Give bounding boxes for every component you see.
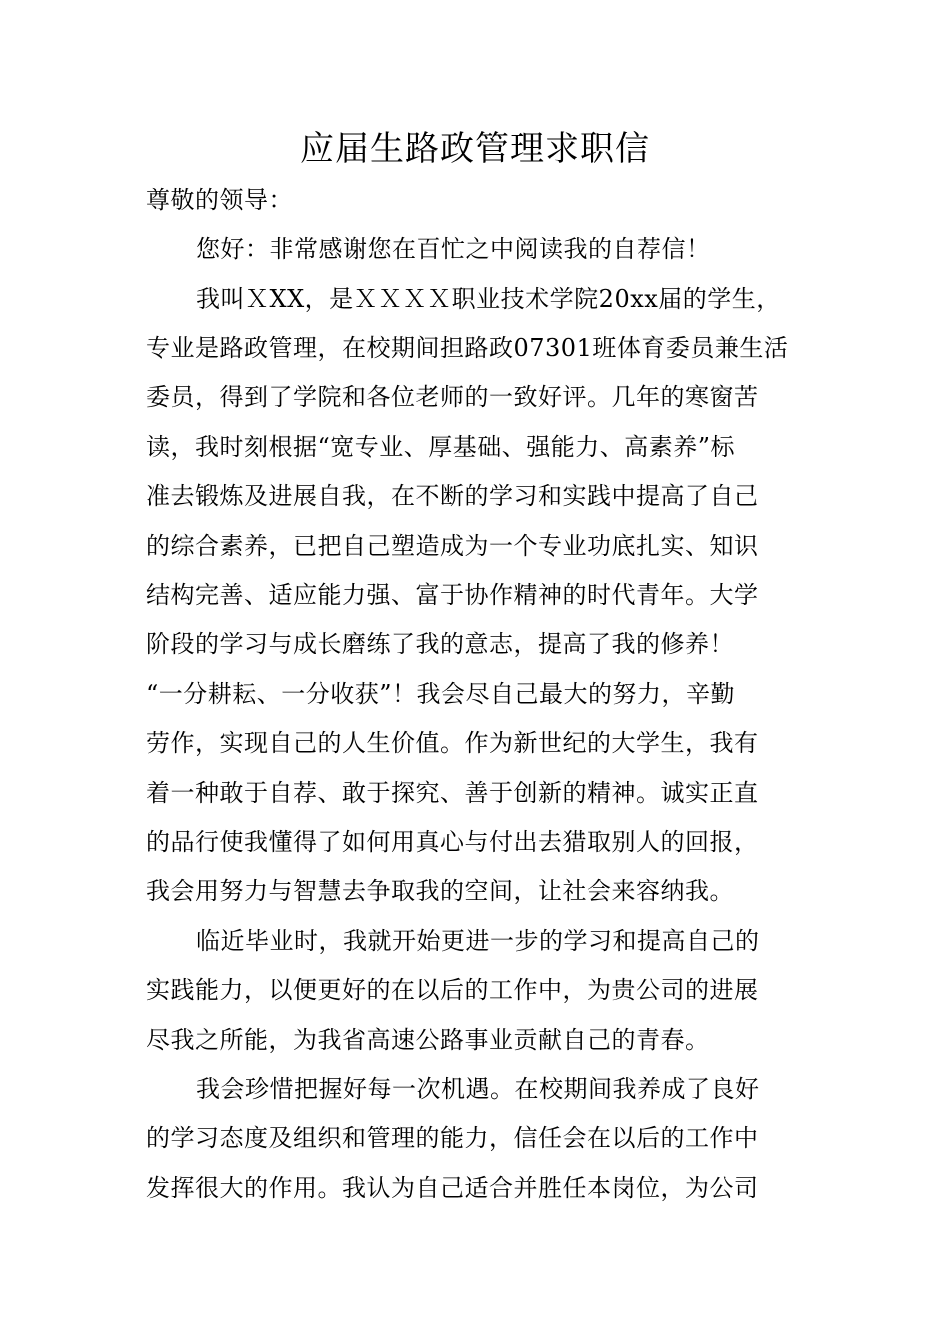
text-line: 读，我时刻根据“宽专业、厚基础、强能力、高素养”标 [146, 433, 736, 461]
salutation: 尊敬的领导： [146, 186, 293, 214]
text-line: 阶段的学习与成长磨练了我的意志，提高了我的修养！ [146, 630, 734, 658]
text-line: 专业是路政管理，在校期间担路政07301班体育委员兼生活 [146, 334, 789, 362]
text-line: 尽我之所能，为我省高速公路事业贡献自己的青春。 [146, 1026, 710, 1054]
text-line: 准去锻炼及进展自我，在不断的学习和实践中提高了自己 [146, 482, 759, 510]
text-line: 劳作，实现自己的人生价值。作为新世纪的大学生，我有 [146, 729, 759, 757]
text-line: 的品行使我懂得了如何用真心与付出去猎取别人的回报， [146, 828, 759, 856]
text-line: 我叫ＸXX，是ＸＸＸＸ职业技术学院20xx届的学生， [196, 285, 781, 313]
text-line: 委员，得到了学院和各位老师的一致好评。几年的寒窗苦 [146, 383, 759, 411]
text-line: 的学习态度及组织和管理的能力，信任会在以后的工作中 [146, 1124, 759, 1152]
text-line: 我会用努力与智慧去争取我的空间，让社会来容纳我。 [146, 877, 734, 905]
text-line: 实践能力，以便更好的在以后的工作中，为贵公司的进展 [146, 976, 759, 1004]
text-line: 着一种敢于自荐、敢于探究、善于创新的精神。诚实正直 [146, 779, 759, 807]
text-line: 您好：非常感谢您在百忙之中阅读我的自荐信！ [196, 235, 711, 263]
text-line: 的综合素养，已把自己塑造成为一个专业功底扎实、知识 [146, 532, 759, 560]
text-line: 结构完善、适应能力强、富于协作精神的时代青年。大学 [146, 581, 759, 609]
text-line: 发挥很大的作用。我认为自己适合并胜任本岗位，为公司 [146, 1174, 759, 1202]
text-line: “一分耕耘、一分收获”！我会尽自己最大的努力，辛勤 [146, 680, 736, 708]
text-line: 临近毕业时，我就开始更进一步的学习和提高自己的 [196, 927, 760, 955]
text-line: 我会珍惜把握好每一次机遇。在校期间我养成了良好 [196, 1075, 760, 1103]
document-title: 应届生路政管理求职信 [300, 129, 650, 169]
